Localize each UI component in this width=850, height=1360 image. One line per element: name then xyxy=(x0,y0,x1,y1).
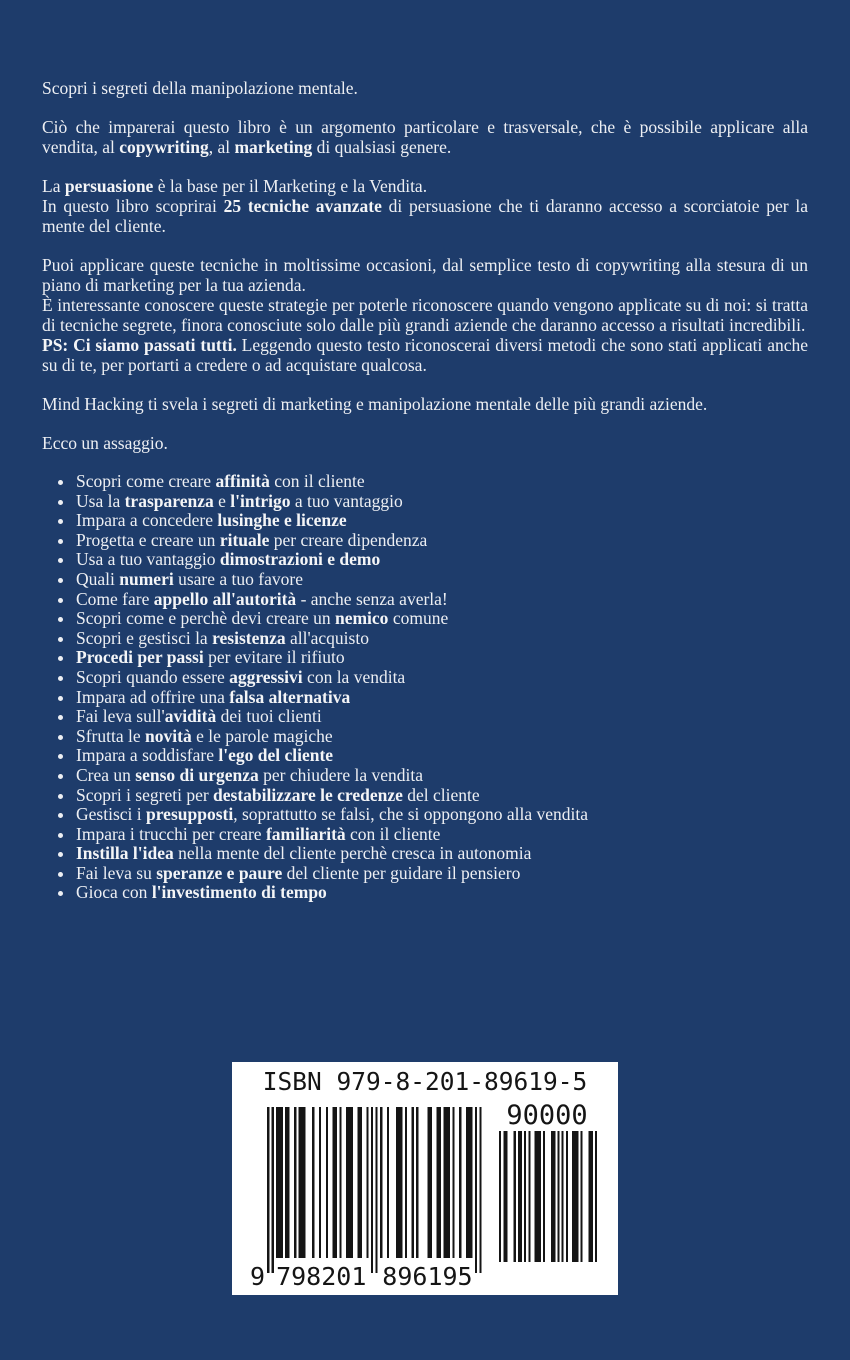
list-item: • Impara a concedere lusinghe e licenze xyxy=(75,511,808,531)
list-item: • Usa la trasparenza e l'intrigo a tuo vantaggio xyxy=(75,492,808,512)
list-item: • Quali numeri usare a tuo favore xyxy=(75,570,808,590)
ean13-barcode xyxy=(246,1107,482,1293)
list-item: • Come fare appello all'autorità - anche senza averla! xyxy=(75,590,808,610)
list-item: • Scopri e gestisci la resistenza all'acquisto xyxy=(75,629,808,649)
paragraph-block xyxy=(42,394,808,414)
list-item: • Usa a tuo vantaggio dimostrazioni e demo xyxy=(75,550,808,570)
barcode-right-digits: 896195 xyxy=(382,1262,473,1291)
paragraph: Mind Hacking ti svela i segreti di marketing e manipolazione mentale delle più grandi aziende. xyxy=(42,394,708,414)
paragraph: Puoi applicare queste tecniche in moltissime occasioni, dal semplice testo di copywriting alla stesura di un piano di marketing per la tua azienda. xyxy=(42,255,808,295)
price-code-text: 90000 xyxy=(506,1100,588,1131)
barcode-supplement xyxy=(497,1102,597,1262)
highlights-list xyxy=(42,472,808,903)
list-item: • Scopri i segreti per destabilizzare le credenze del cliente xyxy=(75,786,808,806)
list-item: • Gestisci i presupposti, soprattutto se falsi, che si oppongono alla vendita xyxy=(75,805,808,825)
list-item: • Sfrutta le novità e le parole magiche xyxy=(75,727,808,747)
paragraph: Ecco un assaggio. xyxy=(42,433,168,453)
list-item: • Fai leva su speranze e paure del cliente per guidare il pensiero xyxy=(75,864,808,884)
list-item: • Crea un senso di urgenza per chiudere la vendita xyxy=(75,766,808,786)
list-item: • Scopri come e perchè devi creare un nemico comune xyxy=(75,609,808,629)
paragraph-block xyxy=(42,176,808,236)
barcode-panel xyxy=(232,1062,618,1295)
barcode-lead-digit: 9 xyxy=(250,1262,266,1291)
list-item: • Impara a soddisfare l'ego del cliente xyxy=(75,746,808,766)
list-item: • Impara ad offrire una falsa alternativa xyxy=(75,688,808,708)
paragraph-block xyxy=(42,117,808,157)
paragraph: È interessante conoscere queste strategie per poterle riconoscere quando vengono applicate su di noi: si tratta di tecniche segrete, finora conosciute solo dalle più grandi aziende che daranno accesso a risultati incredibili. xyxy=(42,295,808,335)
isbn-text: ISBN 979-8-201-89619-5 xyxy=(262,1067,588,1096)
paragraph: La persuasione è la base per il Marketing e la Vendita. xyxy=(42,176,428,196)
list-item: • Scopri come creare affinità con il cliente xyxy=(75,472,808,492)
list-item: • Procedi per passi per evitare il rifiuto xyxy=(75,648,808,668)
paragraph: Scopri i segreti della manipolazione mentale. xyxy=(42,78,358,98)
list-item: • Scopri quando essere aggressivi con la vendita xyxy=(75,668,808,688)
paragraph: PS: Ci siamo passati tutti. Leggendo questo testo riconoscerai diversi metodi che sono stati applicati anche su di te, per portarti a credere o ad acquistare qualcosa. xyxy=(42,335,808,375)
back-cover-blurb xyxy=(42,78,808,903)
list-item: • Instilla l'idea nella mente del cliente perchè cresca in autonomia xyxy=(75,844,808,864)
blurb-paragraphs xyxy=(42,78,808,453)
paragraph-block xyxy=(42,78,808,98)
paragraph-block xyxy=(42,433,808,453)
barcode-left-digits: 798201 xyxy=(276,1262,367,1291)
list-item: • Impara i trucchi per creare familiarità con il cliente xyxy=(75,825,808,845)
paragraph: Ciò che imparerai questo libro è un argomento particolare e trasversale, che è possibile applicare alla vendita, al copywriting, al marketing di qualsiasi genere. xyxy=(42,117,808,157)
list-item: • Progetta e creare un rituale per creare dipendenza xyxy=(75,531,808,551)
list-item: • Fai leva sull'avidità dei tuoi clienti xyxy=(75,707,808,727)
list-item: • Gioca con l'investimento di tempo xyxy=(75,883,808,903)
ean5-barcode xyxy=(497,1131,597,1262)
paragraph-block xyxy=(42,255,808,375)
paragraph: In questo libro scoprirai 25 tecniche avanzate di persuasione che ti daranno accesso a scorciatoie per la mente del cliente. xyxy=(42,196,808,236)
